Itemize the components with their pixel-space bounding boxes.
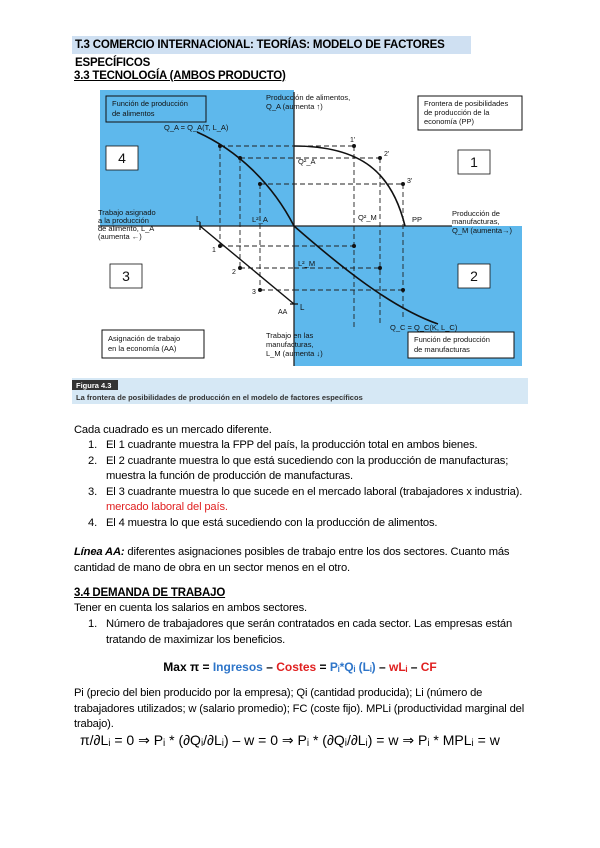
svg-text:L: L <box>300 303 305 312</box>
figure-4-3 <box>72 88 528 404</box>
quadrant-2-label: 2 <box>470 268 478 284</box>
labor-list <box>74 617 530 648</box>
variables-legend: Pi (precio del bien producido por la empresa); Qi (cantidad producida); Li (número de trabajadores utilizados; w (salario promedio); FC (coste fijo). MPLi (productividad marginal del trabajo). <box>74 687 525 730</box>
highlight-red: mercado laboral del país. <box>106 501 228 513</box>
svg-text:3: 3 <box>252 289 256 296</box>
svg-text:Función de producciónde alimen: Función de producción de alimentos <box>112 99 188 118</box>
svg-text:Frontera de posibilidadesde pr: Frontera de posibilidades de producción de la economía (PP) <box>424 99 509 126</box>
svg-text:Q²_A: Q²_A <box>298 157 316 166</box>
svg-text:PP: PP <box>412 215 423 224</box>
list-item: 3. El 3 cuadrante muestra lo que sucede en el mercado laboral (trabajadores x industria). mercado laboral del país. <box>88 485 523 513</box>
document-header: T.3 COMERCIO INTERNACIONAL: TEORÍAS: MODELO DE FACTORES ESPECÍFICOS <box>72 36 471 54</box>
svg-text:1': 1' <box>350 137 356 144</box>
svg-text:AA: AA <box>278 309 288 316</box>
aa-paragraph: Línea AA: diferentes asignaciones posibles de trabajo entre los dos sectores. Cuanto más cantidad de mano de obra en un sector menos en el otro. <box>74 546 510 574</box>
profit-formula: Max π = Ingresos – Costes = Pᵢ*Qᵢ (Lᵢ) – wLᵢ – CF <box>163 660 437 674</box>
svg-text:Producción de alimentos,Q_A (a: Producción de alimentos, Q_A (aumenta ↑) <box>266 93 351 111</box>
svg-text:2': 2' <box>384 151 390 158</box>
intro-text: Cada cuadrado es un mercado diferente. <box>74 424 272 436</box>
svg-text:Q²_M: Q²_M <box>358 213 377 222</box>
ppf-diagram <box>72 88 528 404</box>
svg-text:L²_A: L²_A <box>252 215 268 224</box>
svg-text:2: 2 <box>232 269 236 276</box>
svg-text:3': 3' <box>407 178 413 185</box>
quadrant-3-label: 3 <box>122 268 130 284</box>
list-item: 4. El 4 muestra lo que está sucediendo con la producción de alimentos. <box>88 516 438 529</box>
figure-caption-text: La frontera de posibilidades de producción en el modelo de factores específicos <box>76 393 363 402</box>
figure-caption-label: Figura 4.3 <box>76 381 112 390</box>
svg-text:Función de producciónde manufa: Función de producción de manufacturas <box>414 335 490 354</box>
quadrant-list <box>74 438 530 531</box>
svg-text:L: L <box>196 215 201 224</box>
wages-text: Tener en cuenta los salarios en ambos sectores. <box>74 602 307 614</box>
section-title-tecnologia: 3.3 TECNOLOGÍA (AMBOS PRODUCTO) <box>74 70 286 82</box>
list-item: 1. Número de trabajadores que serán contratados en cada sector. Las empresas están tratando de maximizar los beneficios. <box>88 618 513 646</box>
svg-text:Producción demanufacturas,Q_M: Producción de manufacturas, Q_M (aumenta→) <box>452 209 513 235</box>
svg-text:Trabajo asignadoa la producció: Trabajo asignado a la producción de alimento, L_A (aumenta ←) <box>98 208 156 241</box>
first-order-condition: π/∂Lᵢ = 0 ⇒ Pᵢ * (∂Qᵢ/∂Lᵢ) – w = 0 ⇒ Pᵢ * (∂Qᵢ/∂Lᵢ) = w ⇒ Pᵢ * MPLᵢ = w <box>80 732 500 748</box>
svg-text:1: 1 <box>212 247 216 254</box>
svg-text:Q_A = Q_A(T, L_A): Q_A = Q_A(T, L_A) <box>164 123 229 132</box>
list-item: 1. El 1 cuadrante muestra la FPP del país, la producción total en ambos bienes. <box>88 439 478 451</box>
list-item: 2. El 2 cuadrante muestra lo que está sucediendo con la producción de manufacturas; muestra la función de producción de manufacturas. <box>88 454 509 482</box>
quadrant-4-label: 4 <box>118 150 126 166</box>
svg-text:Trabajo en lasmanufacturas,L_M: Trabajo en las manufacturas, L_M (aumenta ↓) <box>266 331 323 358</box>
quadrant-1-label: 1 <box>470 154 478 170</box>
svg-text:L²_M: L²_M <box>298 259 316 268</box>
section-title-demanda: 3.4 DEMANDA DE TRABAJO <box>74 587 226 599</box>
svg-text:Q_C = Q_C(K, L_C): Q_C = Q_C(K, L_C) <box>390 323 458 332</box>
svg-text:Asignación de trabajoen la eco: Asignación de trabajo en la economía (AA) <box>108 334 181 353</box>
